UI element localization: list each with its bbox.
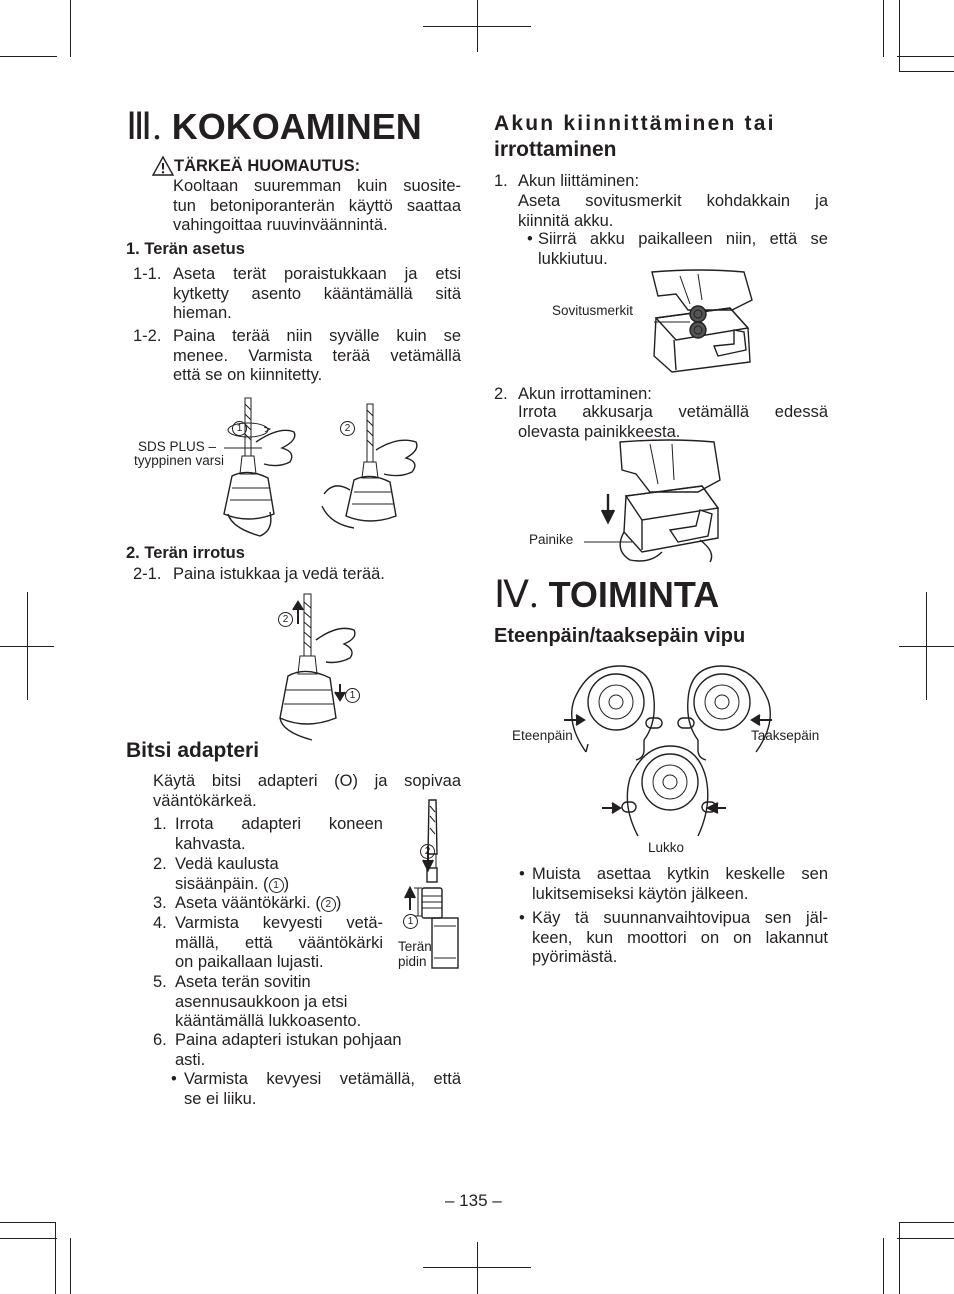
battery-step-1-title: Akun liittäminen: — [518, 172, 640, 190]
heading-battery-2: irrottaminen — [494, 138, 617, 161]
adapter-step-4-text: Varmista kevyesti vetä- mällä, että vääntökärki on paikallaan lujasti. — [175, 914, 383, 971]
lever-lock-view — [602, 746, 726, 836]
removal-marker-1: 1 — [345, 686, 360, 704]
adapter-marker-2: 2 — [420, 842, 435, 860]
battery-attach-illustration — [640, 270, 760, 374]
sds-plus-label: SDS PLUS – — [138, 439, 217, 454]
heading-bit-setting: 1. Terän asetus — [126, 240, 245, 258]
important-text: Kooltaan suuremman kuin suosite- tun betoniporanterän käyttö saattaa vahingoittaa ruuvinväännintä. — [173, 177, 461, 234]
battery-step-2-text: Irrota akkusarja vetämällä edessä olevasta painikkeesta. — [518, 403, 828, 441]
lever-bullet-1-text: Muista asettaa kytkin keskelle sen lukitsemiseksi käytön jälkeen. — [532, 865, 828, 903]
lever-reverse-view — [678, 666, 772, 760]
page-number: – 135 – — [445, 1191, 502, 1210]
step-1-2-number: 1-2. — [133, 327, 162, 345]
ref-marker-2: 2 — [321, 897, 336, 912]
adapter-note-text: Varmista kevyesi vetämällä, että se ei liiku. — [184, 1070, 461, 1108]
lever-bullet-2-char: • — [519, 909, 525, 927]
lever-forward-view — [564, 666, 662, 760]
adapter-step-5-text: Aseta terän sovitin asennusaukkoon ja etsi kääntämällä lukkoasento. — [175, 973, 362, 1030]
label-reverse: Taaksepäin — [751, 728, 820, 743]
adapter-step-6-number: 6. — [153, 1031, 167, 1049]
step-1-1-text: Aseta terät poraistukkaan ja etsi kytketty asento kääntämällä sitä hieman. — [173, 265, 461, 322]
battery-sub-text: Siirrä akku paikalleen niin, että se lukkiutuu. — [538, 230, 828, 268]
battery-step-1-number: 1. — [494, 172, 508, 190]
step-2-1-number: 2-1. — [133, 565, 162, 583]
battery-sub-bullet: • — [527, 230, 533, 248]
adapter-step-6-text: Paina adapteri istukan pohjaan asti. — [175, 1031, 402, 1069]
adapter-step-1-text: Irrota adapteri koneen kahvasta. — [175, 815, 383, 853]
bit-adapter-intro: Käytä bitsi adapteri (O) ja sopivaa vääntökärkeä. — [153, 772, 461, 810]
removal-marker-2: 2 — [278, 610, 293, 628]
label-lock: Lukko — [648, 840, 685, 855]
section-title-assembly: Ⅲ. KOKOAMINEN — [126, 106, 422, 148]
lever-bullet-2-text: Käy tä suunnanvaihtovipua sen jäl- keen, kun moottori on on lakannut pyörimästä. — [532, 909, 828, 966]
important-label: TÄRKEÄ HUOMAUTUS: — [174, 157, 361, 175]
adapter-step-3-number: 3. — [153, 894, 167, 912]
heading-bit-removal: 2. Terän irrotus — [126, 544, 245, 562]
adapter-step-2-text: Vedä kaulusta sisäänpäin. ( 1 ) — [175, 855, 290, 893]
bit-holder-label-2: pidin — [398, 954, 427, 969]
heading-bit-adapter: Bitsi adapteri — [126, 739, 260, 762]
step-2-1-text: Paina istukkaa ja vedä terää. — [173, 565, 385, 583]
battery-step-2-title: Akun irrottaminen: — [518, 385, 652, 403]
step-marker-2: 2 — [340, 419, 355, 437]
battery-step-2-number: 2. — [494, 385, 508, 403]
adapter-step-2-number: 2. — [153, 855, 167, 873]
lever-bullet-1-char: • — [519, 865, 525, 883]
section-title-operation: Ⅳ. TOIMINTA — [494, 574, 720, 616]
heading-battery: Akun kiinnittäminen tai — [494, 112, 776, 135]
step-marker-1: 1 — [232, 419, 247, 437]
adapter-note-bullet: • — [171, 1070, 177, 1088]
battery-step-1-text: Aseta sovitusmerkit kohdakkain ja kiinnitä akku. — [518, 192, 828, 230]
adapter-step-3-text: Aseta vääntökärki. ( 2 ) — [175, 894, 342, 912]
ref-marker-1: 1 — [269, 878, 284, 893]
sds-plus-leader-line — [224, 446, 264, 450]
bit-insertion-illustration — [230, 396, 430, 540]
step-1-1-number: 1-1. — [133, 265, 162, 283]
sds-plus-label-2: tyyppinen varsi — [134, 453, 225, 468]
release-button-leader-line — [584, 540, 634, 544]
step-1-2-text: Paina terää niin syvälle kuin se menee. Varmista terää vetämällä että se on kiinnitetty. — [173, 327, 461, 384]
label-forward: Eteenpäin — [512, 728, 573, 743]
adapter-marker-1: 1 — [403, 912, 418, 930]
release-button-label: Painike — [529, 532, 574, 547]
warning-icon — [152, 156, 174, 176]
adapter-step-1-number: 1. — [153, 815, 167, 833]
adapter-step-4-number: 4. — [153, 914, 167, 932]
alignment-marks-label: Sovitusmerkit — [552, 303, 634, 318]
direction-lever-illustration — [560, 660, 790, 850]
heading-direction-lever: Eteenpäin/taaksepäin vipu — [494, 625, 746, 647]
bit-holder-label: Terän — [398, 939, 432, 954]
adapter-step-5-number: 5. — [153, 973, 167, 991]
